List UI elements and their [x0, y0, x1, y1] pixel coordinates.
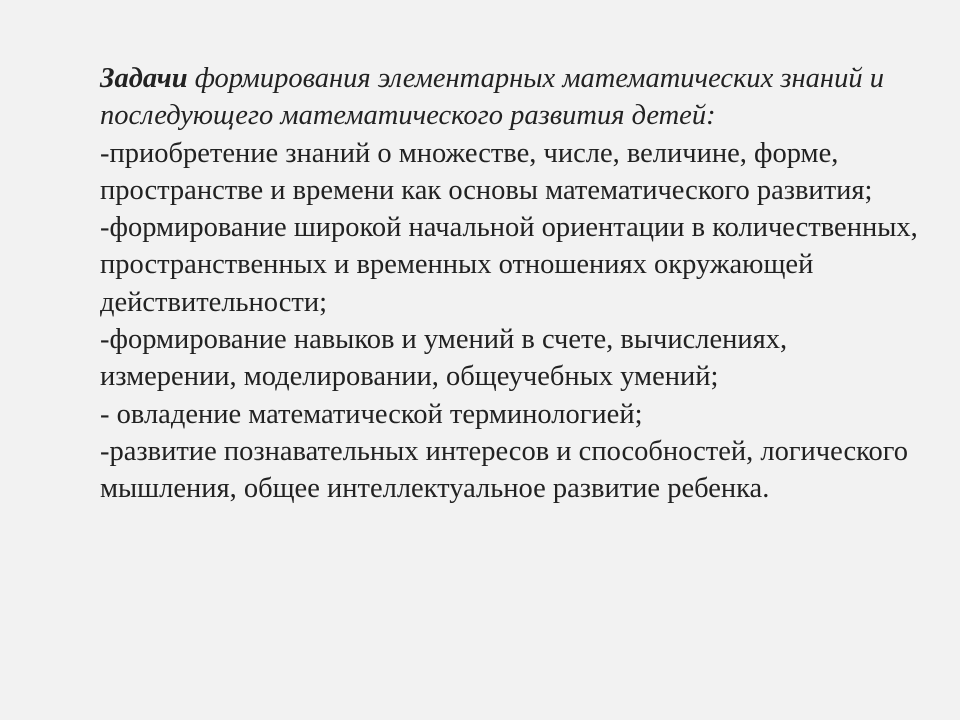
- tasks-heading: [100, 60, 920, 135]
- tasks-heading-bold: Задачи: [100, 63, 188, 94]
- tasks-heading-rest: формирования элементарных математических знаний и последующего математического развития детей:: [100, 63, 884, 132]
- task-item: -развитие познавательных интересов и способностей, логического мышления, общее интеллектуальное развитие ребенка.: [100, 435, 909, 505]
- task-item: -приобретение знаний о множестве, числе, величине, форме, пространстве и времени как основы математического развития;: [100, 137, 873, 206]
- tasks-list: [100, 135, 920, 508]
- slide-content: [100, 60, 920, 508]
- task-item: - овладение математической терминологией;: [100, 398, 643, 430]
- task-item: -формирование широкой начальной ориентации в количественных, пространственных и временных отношениях окружающей действительности;: [100, 212, 918, 318]
- task-item: -формирование навыков и умений в счете, вычислениях, измерении, моделировании, общеучебных умений;: [100, 324, 788, 393]
